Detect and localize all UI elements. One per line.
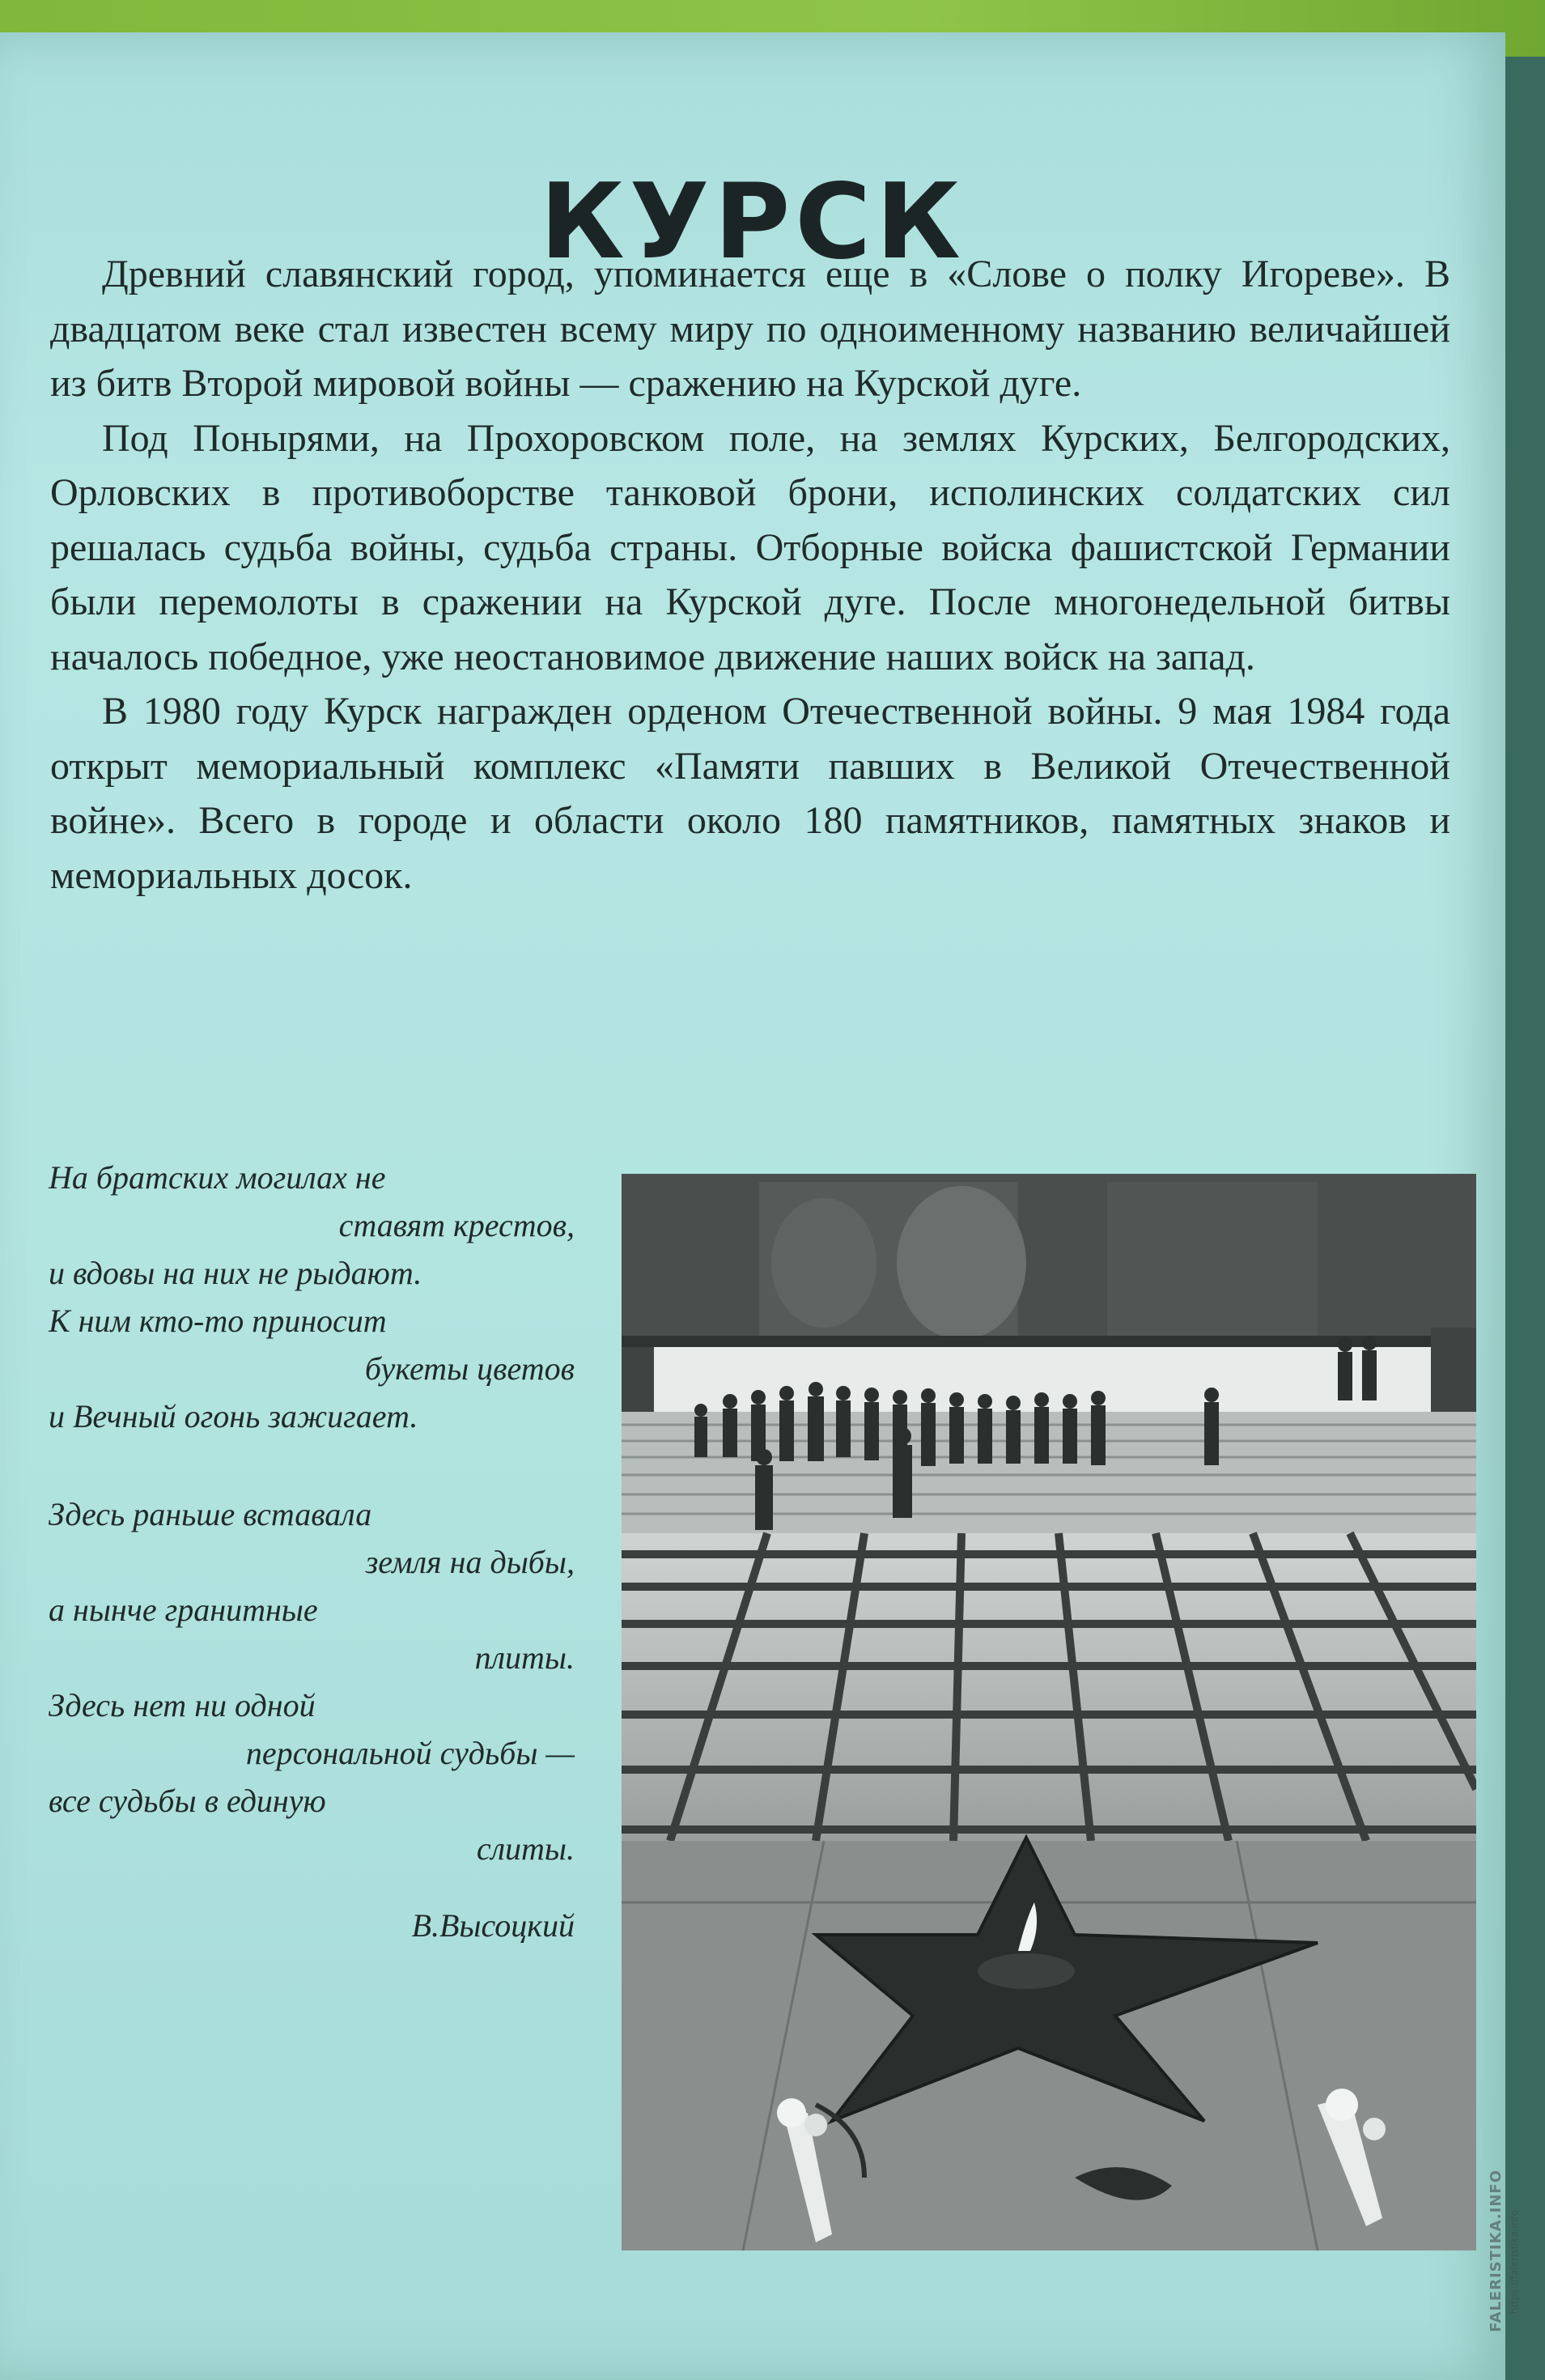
memorial-photo (622, 1174, 1476, 2250)
poem-line: ставят крестов, (338, 1207, 575, 1243)
poem-line: земля на дыбы, (365, 1544, 575, 1580)
watermark-text: FALERISTIKA.INFO (1488, 2170, 1505, 2332)
poem-line: плиты. (474, 1639, 575, 1676)
memorial-photo-illustration (622, 1174, 1476, 2250)
poem (49, 1154, 575, 1949)
poem-line: и Вечный огонь зажигает. (49, 1398, 418, 1434)
poem-line: На братских могилах не (49, 1159, 386, 1196)
poem-author: В.Высоцкий (411, 1907, 575, 1944)
poem-line: Здесь нет ни одной (49, 1687, 316, 1723)
paragraph-1: Древний славянский город, упоминается еще в «Слове о полку Игореве». В двадцатом веке стал известен всему миру по одноименному названию величайшей из битв Второй мировой войны — сражению на Курской дуге. (50, 253, 1450, 405)
booklet-page (0, 32, 1520, 2380)
page-title: КУРСК (540, 161, 966, 283)
poem-line: К ним кто-то приносит (49, 1303, 387, 1339)
relief-face (897, 1186, 1026, 1340)
poem-line: все судьбы в единую (49, 1783, 326, 1819)
article-body (50, 247, 1450, 903)
monument-overhang (622, 1174, 1476, 1344)
poem-line: слиты. (476, 1830, 575, 1867)
watermark-url: https://faleristika.info (1509, 2210, 1520, 2314)
poem-line: а нынче гранитные (49, 1592, 318, 1628)
paragraph-2: Под Понырями, на Прохоровском поле, на землях Курских, Белгородских, Орловских в противоборстве танковой брони, исполинских солдатских сил решалась судьба войны, судьба страны. Отборные войска фашистской Германии были перемолоты в сражении на Курской дуге. После многонедельной битвы началось победное, уже неостановимое движение наших войск на запад. (50, 416, 1450, 678)
paragraph-3: В 1980 году Курск награжден орденом Отечественной войны. 9 мая 1984 года открыт мемориальный комплекс «Памяти павших в Великой Отечественной войне». Всего в городе и области около 180 памятников, памятных знаков и мемориальных досок. (50, 690, 1450, 897)
poem-line: и вдовы на них не рыдают. (49, 1255, 422, 1291)
poem-line: Здесь раньше вставала (49, 1496, 372, 1532)
poem-line: букеты цветов (364, 1350, 575, 1387)
poem-line: персональной судьбы — (245, 1735, 575, 1771)
